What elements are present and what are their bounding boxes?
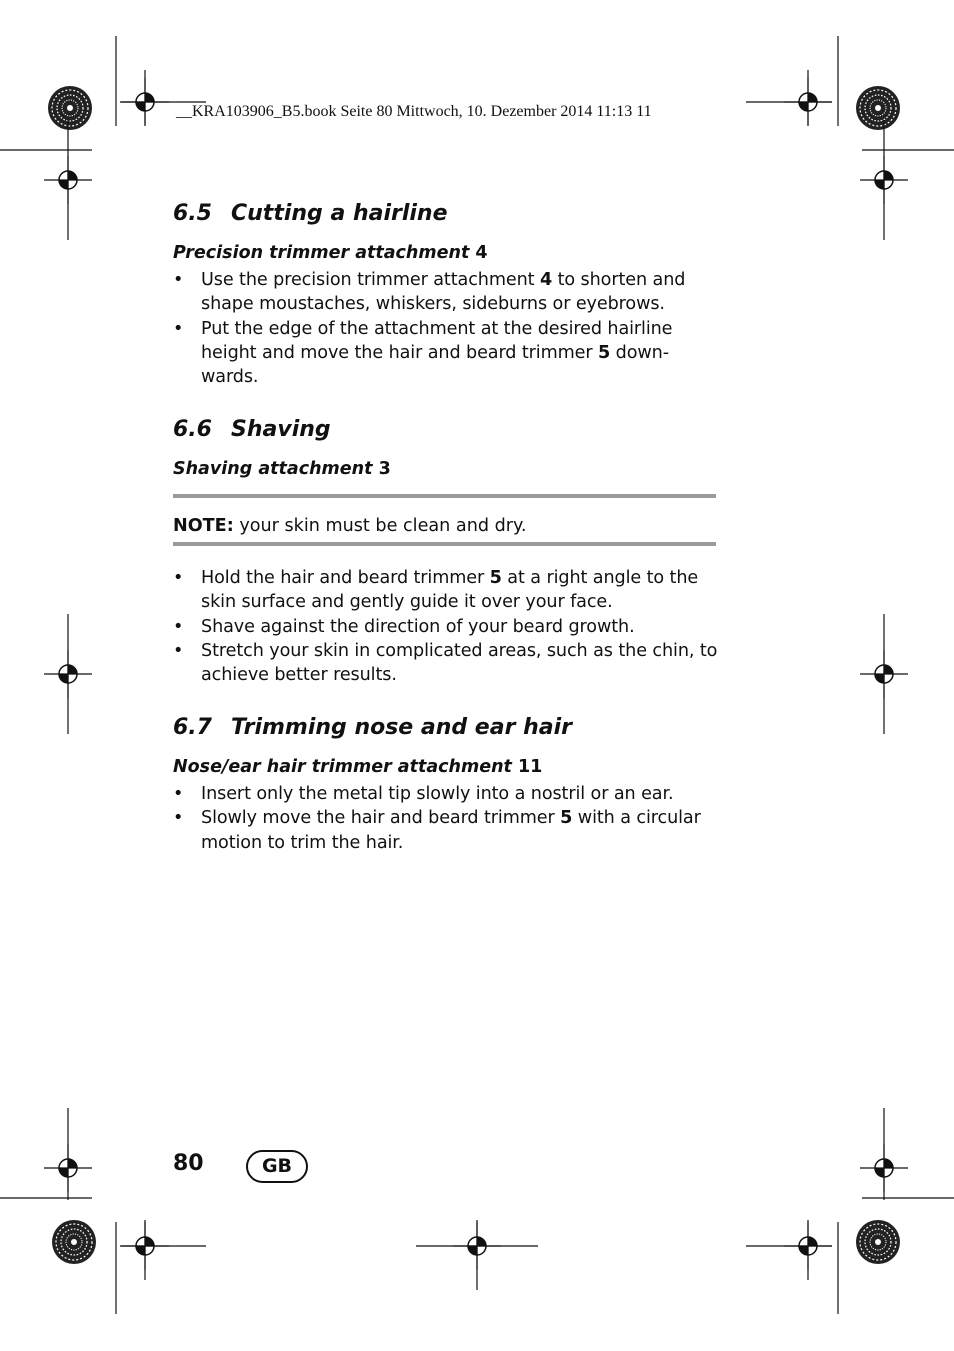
bullet-dot: •: [173, 568, 184, 588]
subheading-label: Nose/ear hair trimmer attachment: [173, 757, 512, 777]
item-text: Put the edge of the attachment at the desired hairline height and move the hair and beard trimmer: [201, 318, 673, 363]
subheading-ref: 3: [378, 459, 391, 479]
note-body: your skin must be clean and dry.: [233, 516, 527, 536]
item-text: at a right angle to the skin surface and gently guide it over your face.: [201, 568, 699, 613]
item-text: Insert only the metal tip slowly into a nostril or an ear.: [201, 784, 674, 804]
item-text: Shave against the direction of your beard growth.: [201, 616, 635, 637]
item-ref: 4: [539, 270, 553, 290]
bullet-dot: •: [173, 270, 184, 290]
section-title-text: Shaving: [231, 417, 331, 442]
star-target-icon: [856, 1220, 900, 1264]
section-number: 6.7: [173, 715, 212, 740]
crop-lines: [0, 36, 954, 1314]
item-ref: 5: [598, 342, 611, 363]
item-text: Use the precision trimmer attachment: [201, 270, 540, 290]
section-number: 6.6: [173, 417, 212, 442]
star-target-icon: [52, 1220, 96, 1264]
language-badge: GB: [246, 1150, 308, 1183]
page-number: 80: [173, 1151, 204, 1176]
star-target-icon: [856, 86, 900, 130]
bullet-dot: •: [173, 640, 184, 661]
note-label: NOTE:: [173, 516, 234, 536]
section-title-text: Cutting a hairline: [231, 201, 448, 226]
item-text: with a circular motion to trim the hair.: [201, 808, 701, 853]
bullet-dot: •: [173, 808, 184, 829]
star-target-icon: [48, 86, 92, 130]
subheading-ref: 11: [518, 757, 543, 777]
subheading-label: Precision trimmer attachment: [173, 243, 470, 263]
section-number: 6.5: [173, 201, 212, 226]
item-text: down-wards.: [201, 342, 669, 388]
item-ref: 5: [560, 808, 573, 829]
print-header: __KRA103906_B5.book Seite 80 Mittwoch, 10. Dezember 2014 11:13 11: [176, 103, 652, 120]
item-ref: 5: [489, 568, 502, 588]
bullet-dot: •: [173, 616, 184, 637]
item-text: to shorten and shape moustaches, whiskers, sideburns or eyebrows.: [201, 270, 686, 315]
bullet-dot: •: [173, 784, 184, 804]
bullet-dot: •: [173, 318, 184, 339]
subheading-label: Shaving attachment: [173, 459, 373, 479]
section-title-text: Trimming nose and ear hair: [231, 715, 572, 740]
subheading-ref: 4: [475, 243, 488, 263]
item-text: Stretch your skin in complicated areas, such as the chin, to achieve better results.: [201, 640, 718, 686]
item-text: Slowly move the hair and beard trimmer: [201, 808, 561, 829]
item-text: Hold the hair and beard trimmer: [201, 568, 490, 588]
